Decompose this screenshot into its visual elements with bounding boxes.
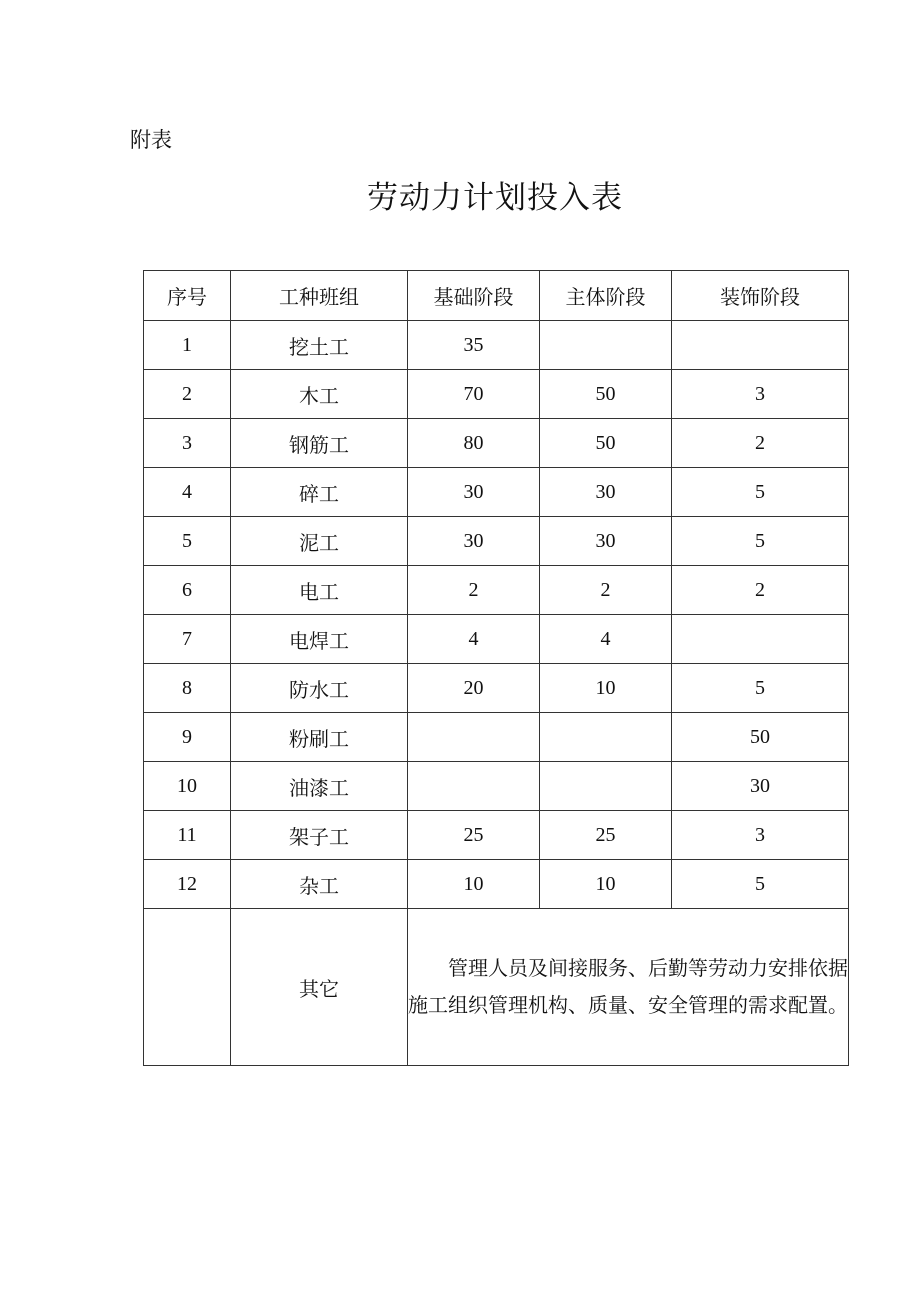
- other-note-text: 管理人员及间接服务、后勤等劳动力安排依据施工组织管理机构、质量、安全管理的需求配置。: [408, 956, 848, 1017]
- cell-decoration: 3: [672, 370, 849, 419]
- header-seq: 序号: [144, 271, 231, 321]
- cell-structure: 25: [540, 811, 672, 860]
- header-structure-stage: 主体阶段: [540, 271, 672, 321]
- table-row: [144, 321, 849, 370]
- cell-decoration: 5: [672, 468, 849, 517]
- cell-trade: 木工: [231, 370, 408, 419]
- other-seq-cell: [144, 909, 231, 1066]
- cell-trade: 防水工: [231, 664, 408, 713]
- cell-trade: 泥工: [231, 517, 408, 566]
- cell-decoration: 50: [672, 713, 849, 762]
- table-header-row: [144, 271, 849, 321]
- cell-structure: [540, 321, 672, 370]
- cell-trade: 粉刷工: [231, 713, 408, 762]
- cell-structure: 30: [540, 517, 672, 566]
- cell-foundation: 70: [408, 370, 540, 419]
- cell-trade: 油漆工: [231, 762, 408, 811]
- cell-seq: 4: [144, 468, 231, 517]
- cell-foundation: [408, 713, 540, 762]
- cell-foundation: 30: [408, 517, 540, 566]
- cell-seq: 6: [144, 566, 231, 615]
- labor-plan-table: [143, 270, 849, 1066]
- cell-foundation: 80: [408, 419, 540, 468]
- cell-foundation: 10: [408, 860, 540, 909]
- cell-trade: 电工: [231, 566, 408, 615]
- table-row: [144, 615, 849, 664]
- attachment-label: 附表: [130, 128, 172, 152]
- table-row: [144, 713, 849, 762]
- page-title: 劳动力计划投入表: [367, 180, 623, 216]
- cell-structure: 4: [540, 615, 672, 664]
- table-row: [144, 370, 849, 419]
- cell-seq: 12: [144, 860, 231, 909]
- cell-foundation: [408, 762, 540, 811]
- cell-trade: 钢筋工: [231, 419, 408, 468]
- cell-decoration: 5: [672, 664, 849, 713]
- cell-structure: 50: [540, 370, 672, 419]
- cell-trade: 杂工: [231, 860, 408, 909]
- cell-foundation: 25: [408, 811, 540, 860]
- cell-structure: 2: [540, 566, 672, 615]
- cell-decoration: 5: [672, 517, 849, 566]
- cell-decoration: 30: [672, 762, 849, 811]
- cell-trade: 电焊工: [231, 615, 408, 664]
- table-row: [144, 517, 849, 566]
- table-row: [144, 468, 849, 517]
- table-row: [144, 566, 849, 615]
- table-row: [144, 419, 849, 468]
- cell-structure: [540, 713, 672, 762]
- cell-seq: 7: [144, 615, 231, 664]
- cell-structure: [540, 762, 672, 811]
- table-row: [144, 664, 849, 713]
- cell-seq: 10: [144, 762, 231, 811]
- cell-trade: 架子工: [231, 811, 408, 860]
- cell-seq: 9: [144, 713, 231, 762]
- table-row: [144, 762, 849, 811]
- cell-seq: 5: [144, 517, 231, 566]
- cell-structure: 10: [540, 664, 672, 713]
- cell-foundation: 30: [408, 468, 540, 517]
- cell-structure: 50: [540, 419, 672, 468]
- table-row-other: [144, 909, 849, 1066]
- cell-structure: 10: [540, 860, 672, 909]
- cell-decoration: 5: [672, 860, 849, 909]
- cell-foundation: 35: [408, 321, 540, 370]
- header-trade: 工种班组: [231, 271, 408, 321]
- cell-foundation: 4: [408, 615, 540, 664]
- cell-decoration: [672, 615, 849, 664]
- cell-seq: 11: [144, 811, 231, 860]
- header-decoration-stage: 装饰阶段: [672, 271, 849, 321]
- other-note-cell: [408, 909, 849, 1066]
- cell-trade: 挖土工: [231, 321, 408, 370]
- cell-trade: 碎工: [231, 468, 408, 517]
- cell-decoration: 3: [672, 811, 849, 860]
- cell-foundation: 20: [408, 664, 540, 713]
- cell-decoration: 2: [672, 566, 849, 615]
- table-row: [144, 811, 849, 860]
- table-row: [144, 860, 849, 909]
- header-foundation-stage: 基础阶段: [408, 271, 540, 321]
- cell-seq: 8: [144, 664, 231, 713]
- cell-decoration: 2: [672, 419, 849, 468]
- cell-seq: 1: [144, 321, 231, 370]
- other-name-cell: 其它: [231, 909, 408, 1066]
- cell-seq: 2: [144, 370, 231, 419]
- cell-decoration: [672, 321, 849, 370]
- cell-structure: 30: [540, 468, 672, 517]
- cell-seq: 3: [144, 419, 231, 468]
- cell-foundation: 2: [408, 566, 540, 615]
